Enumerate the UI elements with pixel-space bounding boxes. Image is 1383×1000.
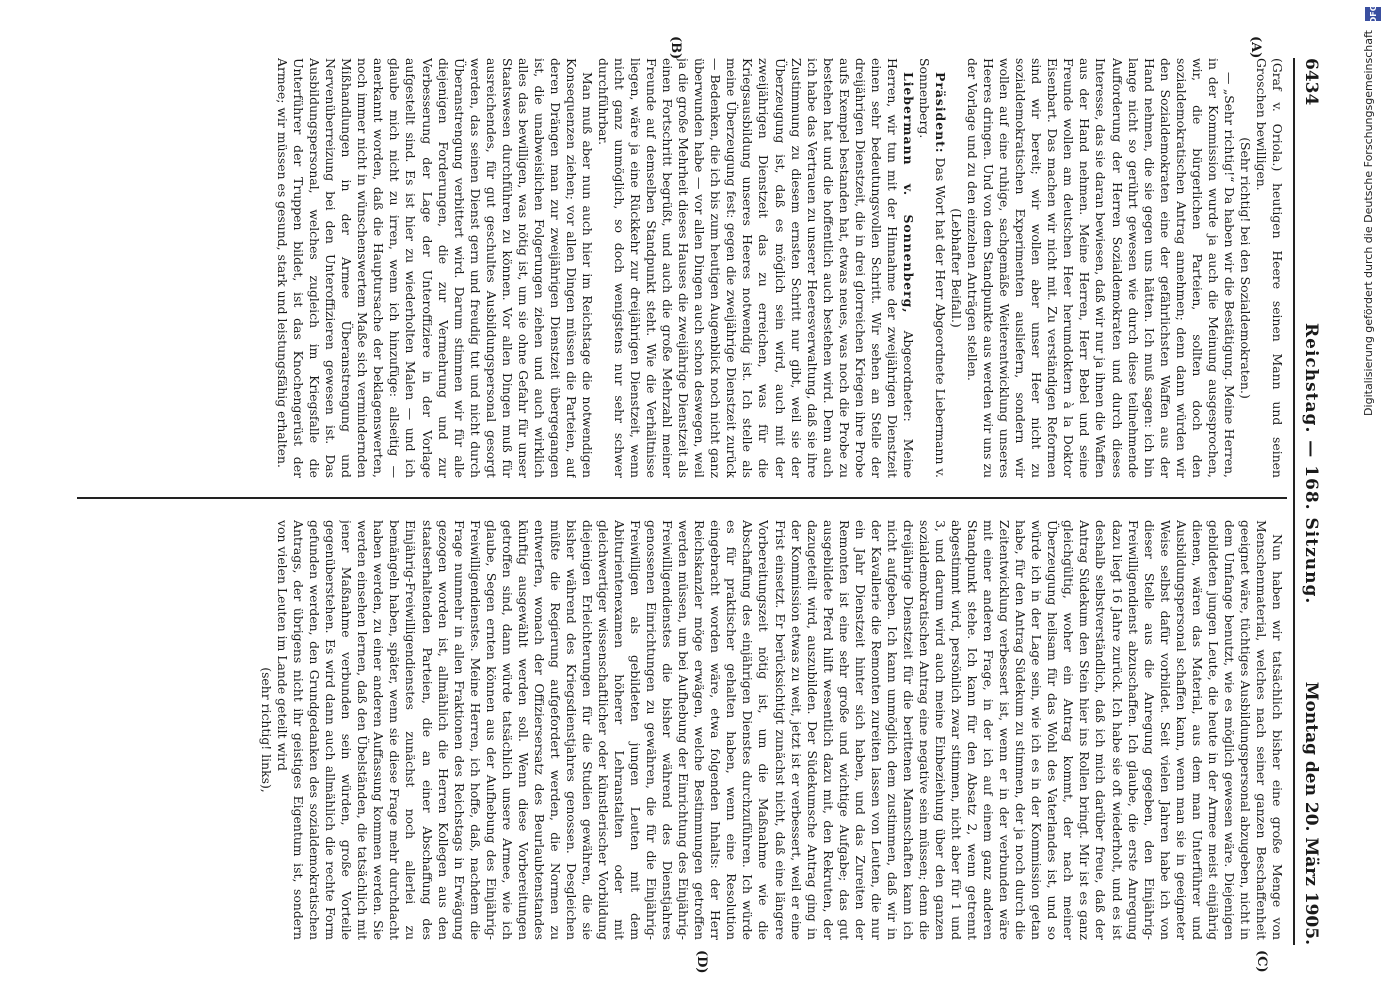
page-title: Reichstag. — 168. Sitzung. <box>1301 323 1321 605</box>
paragraph-text: Nun haben wir tatsächlich bisher eine große Menge von Menschenmaterial, welches nach seiner ganzen Beschaffenheit geeignet wäre, tüchtiges Ausbildungspersonal abzugeben, nicht in dem Umfange benutzt, wie es möglich gewesen wäre. Diejenigen gebildeten jungen Leute, die heute in der Armee meist einjährig dienen, wären das Material, aus dem man Unterführer und Ausbildungspersonal schaffen kann, wenn man sie in geeigneter Weise selbst dafür vorbildet. Seit vielen Jahren habe ich von dieser Stelle aus die Anregung gegeben, den Einjährig-Freiwilligendienst abzuschaffen. Ich glaube, die erste Anregung dazu liegt 16 Jahre zurück. Ich habe sie oft wiederholt, und es ist deshalb selbstverständlich, daß ich mich darüber freue, daß der Antrag Südekum den Stein hier ins Rollen bringt. Mir ist es ganz gleichgültig, woher ein Antrag kommt, der nach meiner Überzeugung heilsam für das Wohl des Vaterlandes ist, und so würde ich in der Lage sein, wie ich es in der Kommission getan habe, für den Antrag Südekum zu stimmen, der ja noch durch die Zeitentwicklung verbessert ist, wenn er in der verbunden wäre mit einer anderen Frage, in der ich auf einem ganz anderen Standpunkt stehe. Ich kann für den Absatz 2, wenn getrennt abgestimmt wird, persönlich zwar stimmen, nicht aber für 1 und 3, und darum wird auch meine Einbeziehung über den ganzen sozialdemokratischen Antrag eine negative sein müssen; denn die dreijährige Dienstzeit für die berittenen Mannschaften kann ich nicht aufgeben. Ich kann unmöglich dem zustimmen, daß wir in der Kavallerie die Remonten zureiten lassen von Leuten, die nur ein Jahr Dienstzeit hinter sich haben, und das Zureiten der Remonten ist eine sehr große und wichtige Aufgabe; das gut ausgebildete Pferd hilft wesentlich dazu mit, den Rekruten, der dazugeteilt wird, auszubilden. Der Südekumsche Antrag ging in der Kommission etwas zu weit, jetzt ist er verbessert, weil er eine Frist einsetzt. Er berücksichtigt zunächst nicht, daß eine längere Vorbereitungszeit nötig ist, um die Maßnahme wie die Abschaffung des einjährigen Dienstes durchzuführen. Ich würde es für praktischer gehalten haben, wenn eine Resolution eingebracht worden wäre, etwa folgenden Inhalts: der Herr Reichskanzler möge erwägen, welche Bestimmungen getroffen werden müssen, um bei Aufhebung der Einrichtung des Einjährig-Freiwilligendienstes die bisher während des Dienstjahres genossenen Einrichtungen zu gewähren, die für die Einjährig-Freiwilligen als gebildeten jungen Leuten mit dem Abiturientenexamen höherer Lehranstalten oder mit gleichwertiger wissenschaftlicher oder künstlerischer Vorbildung diejenigen Erleichterungen für die Studien gewähren, die sie bisher während des Kriegsdienstjahres genossen. Desgleichen müßte die Regierung aufgefordert werden, die Normen zu entwerfen, wonach der Offiziersersatz des Beurlaubtenstandes künftig ausgewählt werden soll. Wenn diese Vorbereitungen getroffen sind, dann würde tatsächlich unsere Armee, wie ich glaube, Segen ernten können aus der Aufhebung des Einjährig-Freiwilligendienstes. Meine Herren, ich hoffe, daß, nachdem die Frage nunmehr in allen Fraktionen des Reichstags in Erwägung gezogen worden ist, allmählich die Herren Kollegen aus den staatserhaltenden Parteien, die an einer Abschaffung des Einjährig-Freiwilligendienstes zunächst noch allerlei zu bemängeln haben, später, wenn sie diese Frage mehr durchdacht haben werden, zu einer anderen Auffassung kommen werden. Sie werden einsehen lernen, daß den Übelständen, die tatsächlich mit jener Maßnahme verbunden sein würden, große Vorteile gegenüberstehen. Es wird dann auch allmählich die rechte Form gefunden werden, den Grundgedanken des sozialdemokratischen Antrags, der übrigens nicht ihr geistiges Eigentum ist, sondern von vielen Leuten im Lande geteilt wird <box>275 520 1285 940</box>
interjection <box>258 520 274 940</box>
right-column <box>85 520 1285 940</box>
interjection <box>1237 58 1253 478</box>
paragraph-text: Man muß aber nun auch hier im Reichstage die notwendigen Konsequenzen ziehen; vor allen Dingen müssen die Parteien, auf deren Drängen man zur zweijährigen Dienstzeit übergegangen ist, die unabweislichen Folgerungen ziehen und auch wirklich alles das bewilligen, was nötig ist, um sie ohne Gefahr für unser Staatswesen durchführen zu können. Vor allen Dingen muß für ausreichendes, für gut geschultes Ausbildungspersonal gesorgt werden, das seinen Dienst gern und freudig tut und nicht durch Überanstrengung verbittert wird. Darum stimmen wir für alle diejenigen Forderungen, die zur Vermehrung und zur Verbesserung der Lage der Unteroffiziere in der Vorlage aufgestellt sind. Es ist hier zu wiederholten Malen — und ich glaube mich nicht zu irren, wenn ich hinzufüge: allseitig — anerkannt worden, daß die Hauptursache der beklagenswerten, noch immer nicht in wünschenswertem Maße sich vermindernden Mißhandlungen in der Armee Überanstrengung und Nervenüberreizung bei den Unteroffizieren gewesen ist. Das Ausbildungspersonal, welches zugleich im Kriegsfalle die Unterführer der Truppen bildet, ist das Knochengerüst der Armee; wir müssen es gesund, stark und leistungsfähig erhalten. <box>275 58 595 478</box>
speaker-name: Präsident: <box>933 72 949 154</box>
paragraph-text: Abgeordneter: Meine Herren, wir tun mit der Hinnahme der zweijährigen Dienstzeit einen sehr bedeutungsvollen Schritt. Wir sehen an Stelle der dreijährigen Dienstzeit, die in drei glorreichen Kriegen ihre Probe aufs Exempel bestanden hat, etwas neues, was noch die Probe zu bestehen hat und die hoffentlich auch bestehen wird. Denn auch ich habe das Vertrauen zu unserer Heeresverwaltung, daß sie ihre Zustimmung zu diesem ernsten Schritt nur gibt, weil sie der Überzeugung ist, daß es möglich sein wird, auch mit der zweijährigen Dienstzeit das zu erreichen, was für die Kriegsausbildung unseres Heeres notwendig ist. Ich stelle als meine Überzeugung fest: gegen die zweijährige Dienstzeit zurück — Bedenken, die ich bis zum heutigen Augenblick noch nicht ganz überwunden habe — vor allen Dingen auch schon deswegen, weil ja die große Mehrheit dieses Hauses die zweijährige Dienstzeit als einen Fortschritt begrüßt, und auch die große Mehrzahl meiner Freunde auf demselben Standpunkt steht. Wie die Verhältnisse liegen, wäre ja eine Rückkehr zur dreijährigen Dienstzeit, wenn nicht ganz unmöglich, so doch wenigstens nur sehr schwer durchführbar. <box>596 58 916 478</box>
paragraph <box>1253 58 1285 478</box>
paragraph <box>274 520 1285 940</box>
paragraph-text: (Sehr richtig! bei den Sozialdemokraten.) <box>1237 137 1253 399</box>
speaker-name: Liebermann v. Sonnenberg, <box>900 72 916 314</box>
digitization-note: Digitalisierung gefördert durch die Deutsche Forschungsgemeinschaft <box>1362 30 1375 416</box>
page-header <box>1295 58 1321 945</box>
page-number: 6434 <box>1301 58 1321 106</box>
dfg-logo: DFG <box>1365 7 1381 21</box>
margin-marker-b: (B) <box>668 36 683 60</box>
paragraph-text: Das Wort hat der Herr Abgeordnete Liebermann v. Sonnenberg. <box>916 58 949 478</box>
paragraph <box>595 58 916 478</box>
paragraph-text: (Graf v. Oriola.) heutigen Heere seinen Mann und seinen Groschen bewilligen. <box>1253 58 1285 478</box>
page-date: Montag den 20. März 1905. <box>1301 681 1321 945</box>
margin-marker-d: (D) <box>694 950 709 974</box>
margin-marker-c: (C) <box>1254 950 1269 973</box>
paragraph-text: — „Sehr richtig!“ Da haben wir die Bestätigung. Meine Herren, in der Kommission wurde ja auch die Meinung ausgesprochen, wir, die bürgerlichen Parteien, sollten doch den sozialdemokratischen Antrag annehmen; denn dann würden wir den Sozialdemokraten eine der gefährlichsten Waffen aus der Hand nehmen, die sie gegen uns hätten. Ich muß sagen: ich bin lange nicht so gerührt gewesen wie durch diese teilnehmende Aufforderung der Herren Sozialdemokraten und durch dieses Interesse, das sie daran bewiesen, daß wir nur ja ihnen die Waffen aus der Hand nehmen. Meine Herren, Herr Bebel und seine Freunde wollen am deutschen Heer herumdoktern à la Doktor Eisenbart. Das machen wir nicht mit. Zu verständigen Reformen sind wir bereit; wir wollen aber unser Heer nicht zu sozialdemokratischen Experimenten ausliefern, sondern wir wollen auf eine ruhige, sachgemäße Weiterentwicklung unseres Heeres dringen. Und von dem Standpunkte aus werden wir uns zu der Vorlage und zu den einzelnen Anträgen stellen. <box>965 58 1237 478</box>
left-column <box>85 58 1285 478</box>
column-divider <box>77 497 1287 499</box>
paragraph <box>274 58 595 478</box>
interjection <box>948 58 964 478</box>
paragraph-text: (sehr richtig! links), <box>259 667 275 793</box>
paragraph-text: (Lebhafter Beifall.) <box>949 208 965 328</box>
header-rule <box>1293 58 1295 945</box>
paragraph <box>964 58 1237 478</box>
paragraph <box>916 58 948 478</box>
margin-marker-a: (A) <box>1248 36 1263 59</box>
